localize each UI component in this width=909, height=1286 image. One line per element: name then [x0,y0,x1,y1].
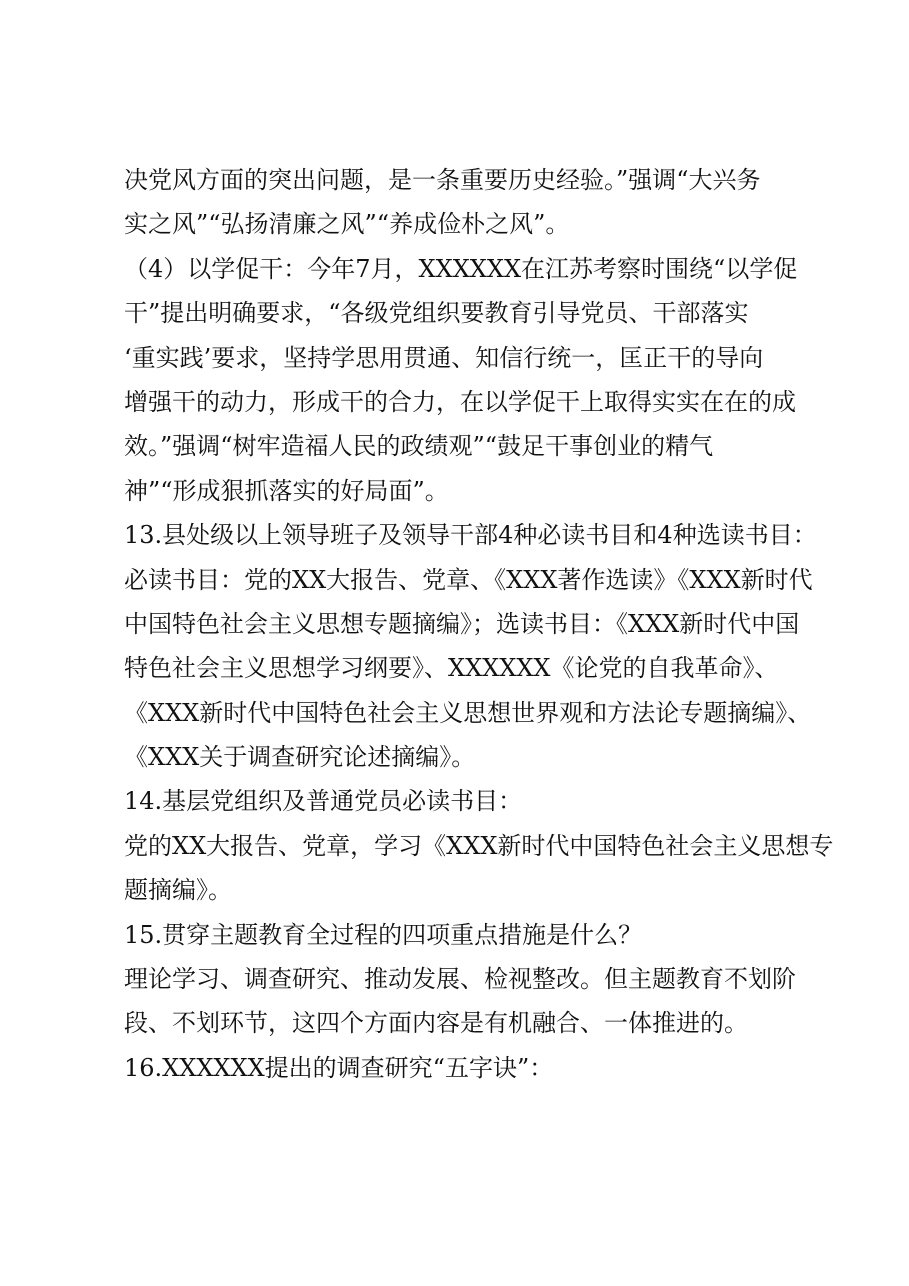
paragraph-line: 实之风”“弘扬清廉之风”“养成俭朴之风”。 [124,210,570,239]
document-body [124,158,834,1090]
paragraph-line: ‘重实践’要求，坚持学思用贯通、知信行统一，匡正干的导向 [124,343,764,372]
paragraph-line: 《XXX关于调查研究论述摘编》。 [124,743,476,772]
paragraph-line: 党的XX大报告、党章，学习《XXX新时代中国特色社会主义思想专 [124,831,834,860]
question-heading: 15.贯穿主题教育全过程的四项重点措施是什么？ [124,920,643,949]
paragraph-line: 段、不划环节，这四个方面内容是有机融合、一体推进的。 [124,1009,748,1038]
paragraph-line: 神”“形成狠抓落实的好局面”。 [124,476,449,505]
paragraph-line: 效。”强调“树牢造福人民的政绩观”“鼓足干事创业的精气 [124,432,714,461]
paragraph-line: 必读书目：党的XX大报告、党章、《XXX著作选读》《XXX新时代 [124,565,813,594]
paragraph-line: 决党风方面的突出问题，是一条重要历史经验。”强调“大兴务 [124,166,761,194]
paragraph-line: （4）以学促干：今年7月，XXXXXX在江苏考察时围绕“以学促 [124,254,798,283]
paragraph-line: 理论学习、调查研究、推动发展、检视整改。但主题教育不划阶 [124,965,796,994]
paragraph-line: 《XXX新时代中国特色社会主义思想世界观和方法论专题摘编》、 [124,698,812,727]
question-heading: 14.基层党组织及普通党员必读书目： [124,787,523,816]
paragraph-line: 干”提出明确要求，“各级党组织要教育引导党员、干部落实 [124,299,749,328]
paragraph-line: 题摘编》。 [124,876,232,905]
paragraph-line: 特色社会主义思想学习纲要》、XXXXXX《论党的自我革命》、 [124,654,779,683]
paragraph-line: 增强干的动力，形成干的合力，在以学促干上取得实实在在的成 [124,387,796,416]
question-heading: 16.XXXXXX提出的调查研究“五字诀”： [124,1053,554,1082]
question-heading: 13.县处级以上领导班子及领导干部4种必读书目和4种选读书目： [124,521,817,550]
paragraph-line: 中国特色社会主义思想专题摘编》；选读书目：《XXX新时代中国 [124,609,800,638]
